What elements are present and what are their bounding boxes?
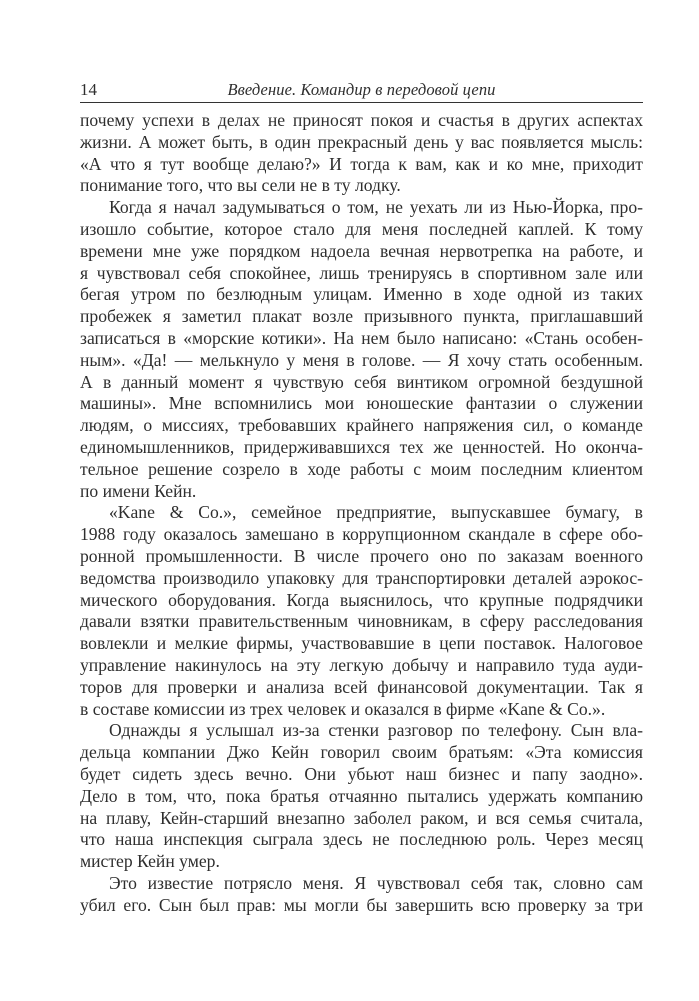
text-line: «Kane & Co.», семейное предприятие, выпускавшее бумагу, в [109, 502, 643, 523]
paragraph [80, 110, 643, 197]
paragraph [80, 873, 643, 917]
text-line: машины». Мне вспомнились мои юношеские фантазии о служении [80, 393, 643, 414]
text-line: почему успехи в делах не приносят покоя и счастья в других аспектах [80, 110, 643, 130]
text-line: бегая утром по безлюдным улицам. Именно в ходе одной из таких [80, 284, 643, 305]
text-line: что наша инспекция сыграла здесь не последнюю роль. Через месяц [80, 829, 643, 850]
text-line: Однажды я услышал из-за стенки разговор по телефону. Сын вла- [109, 720, 643, 741]
text-line: мистер Кейн умер. [80, 851, 220, 872]
paragraph [80, 720, 643, 873]
text-line: давали взятки правительственным чиновникам, в сферу расследования [80, 611, 643, 632]
text-line: единомышленников, придерживавшихся тех же ценностей. Но оконча- [80, 436, 643, 457]
text-line: на плаву, Кейн-старший внезапно заболел раком, и вся семья считала, [80, 807, 643, 828]
text-line: «А что я тут вообще делаю?» И тогда к вам, как и ко мне, приходит [80, 153, 643, 174]
text-line: мического оборудования. Когда выяснилось, что крупные подрядчики [80, 589, 643, 610]
text-line: ным». «Да! — мелькнуло у меня в голове. — Я хочу стать особенным. [80, 349, 643, 370]
text-line: вовлекли и мелкие фирмы, участвовавшие в цепи поставок. Налоговое [80, 633, 643, 654]
text-line: управление накинулось на эту легкую добычу и направило туда ауди- [80, 654, 643, 675]
text-line: 1988 году оказалось замешано в коррупционном скандале в сфере обо- [80, 524, 643, 545]
running-title: Введение. Командир в передовой цепи [227, 80, 496, 99]
text-line: ронной промышленности. В числе прочего оно по заказам военного [80, 545, 643, 566]
body-text [80, 110, 643, 916]
text-line: в составе комиссии из трех человек и оказался в фирме «Kane & Co.». [80, 698, 606, 719]
text-line: изошло событие, которое стало для меня последней каплей. К тому [80, 218, 643, 239]
text-line: будет сидеть здесь вечно. Они убьют наш бизнес и папу заодно». [80, 763, 643, 784]
text-line: записаться в «морские котики». На нем было написано: «Стань особен- [80, 327, 643, 348]
text-line: людям, о миссиях, требовавших крайнего напряжения сил, о команде [80, 415, 643, 436]
paragraph [80, 197, 643, 502]
text-line: Дело в том, что, пока братья отчаянно пытались удержать компанию [80, 785, 643, 806]
paragraph [80, 502, 643, 720]
running-header [80, 78, 643, 103]
text-line: жизни. А может быть, в один прекрасный день у вас появляется мысль: [80, 131, 643, 152]
text-line: пробежек я заметил плакат возле призывного пункта, приглашавший [80, 306, 643, 327]
text-line: торов для проверки и анализа всей финансовой документации. Так я [80, 676, 643, 697]
text-line: тельное решение созрело в ходе работы с моим последним клиентом [80, 458, 643, 479]
text-line: Это известие потрясло меня. Я чувствовал себя так, словно сам [109, 872, 643, 893]
text-line: понимание того, что вы сели не в ту лодку. [80, 175, 401, 196]
text-line: ведомства производило упаковку для транспортировки деталей аэрокос- [80, 567, 643, 588]
page-number: 14 [80, 80, 97, 99]
text-line: я чувствовал себя спокойнее, лишь тренируясь в спортивном зале или [80, 262, 643, 283]
text-line: времени мне уже порядком надоела вечная нервотрепка на работе, и [80, 240, 643, 261]
text-line: по имени Кейн. [80, 480, 197, 501]
text-line: А в данный момент я чувствую себя винтиком огромной бездушной [80, 371, 643, 392]
text-line: Когда я начал задумываться о том, не уехать ли из Нью-Йорка, про- [109, 197, 643, 218]
text-line: дельца компании Джо Кейн говорил своим братьям: «Эта комиссия [80, 742, 643, 763]
text-line: убил его. Сын был прав: мы могли бы завершить всю проверку за три [80, 894, 643, 915]
